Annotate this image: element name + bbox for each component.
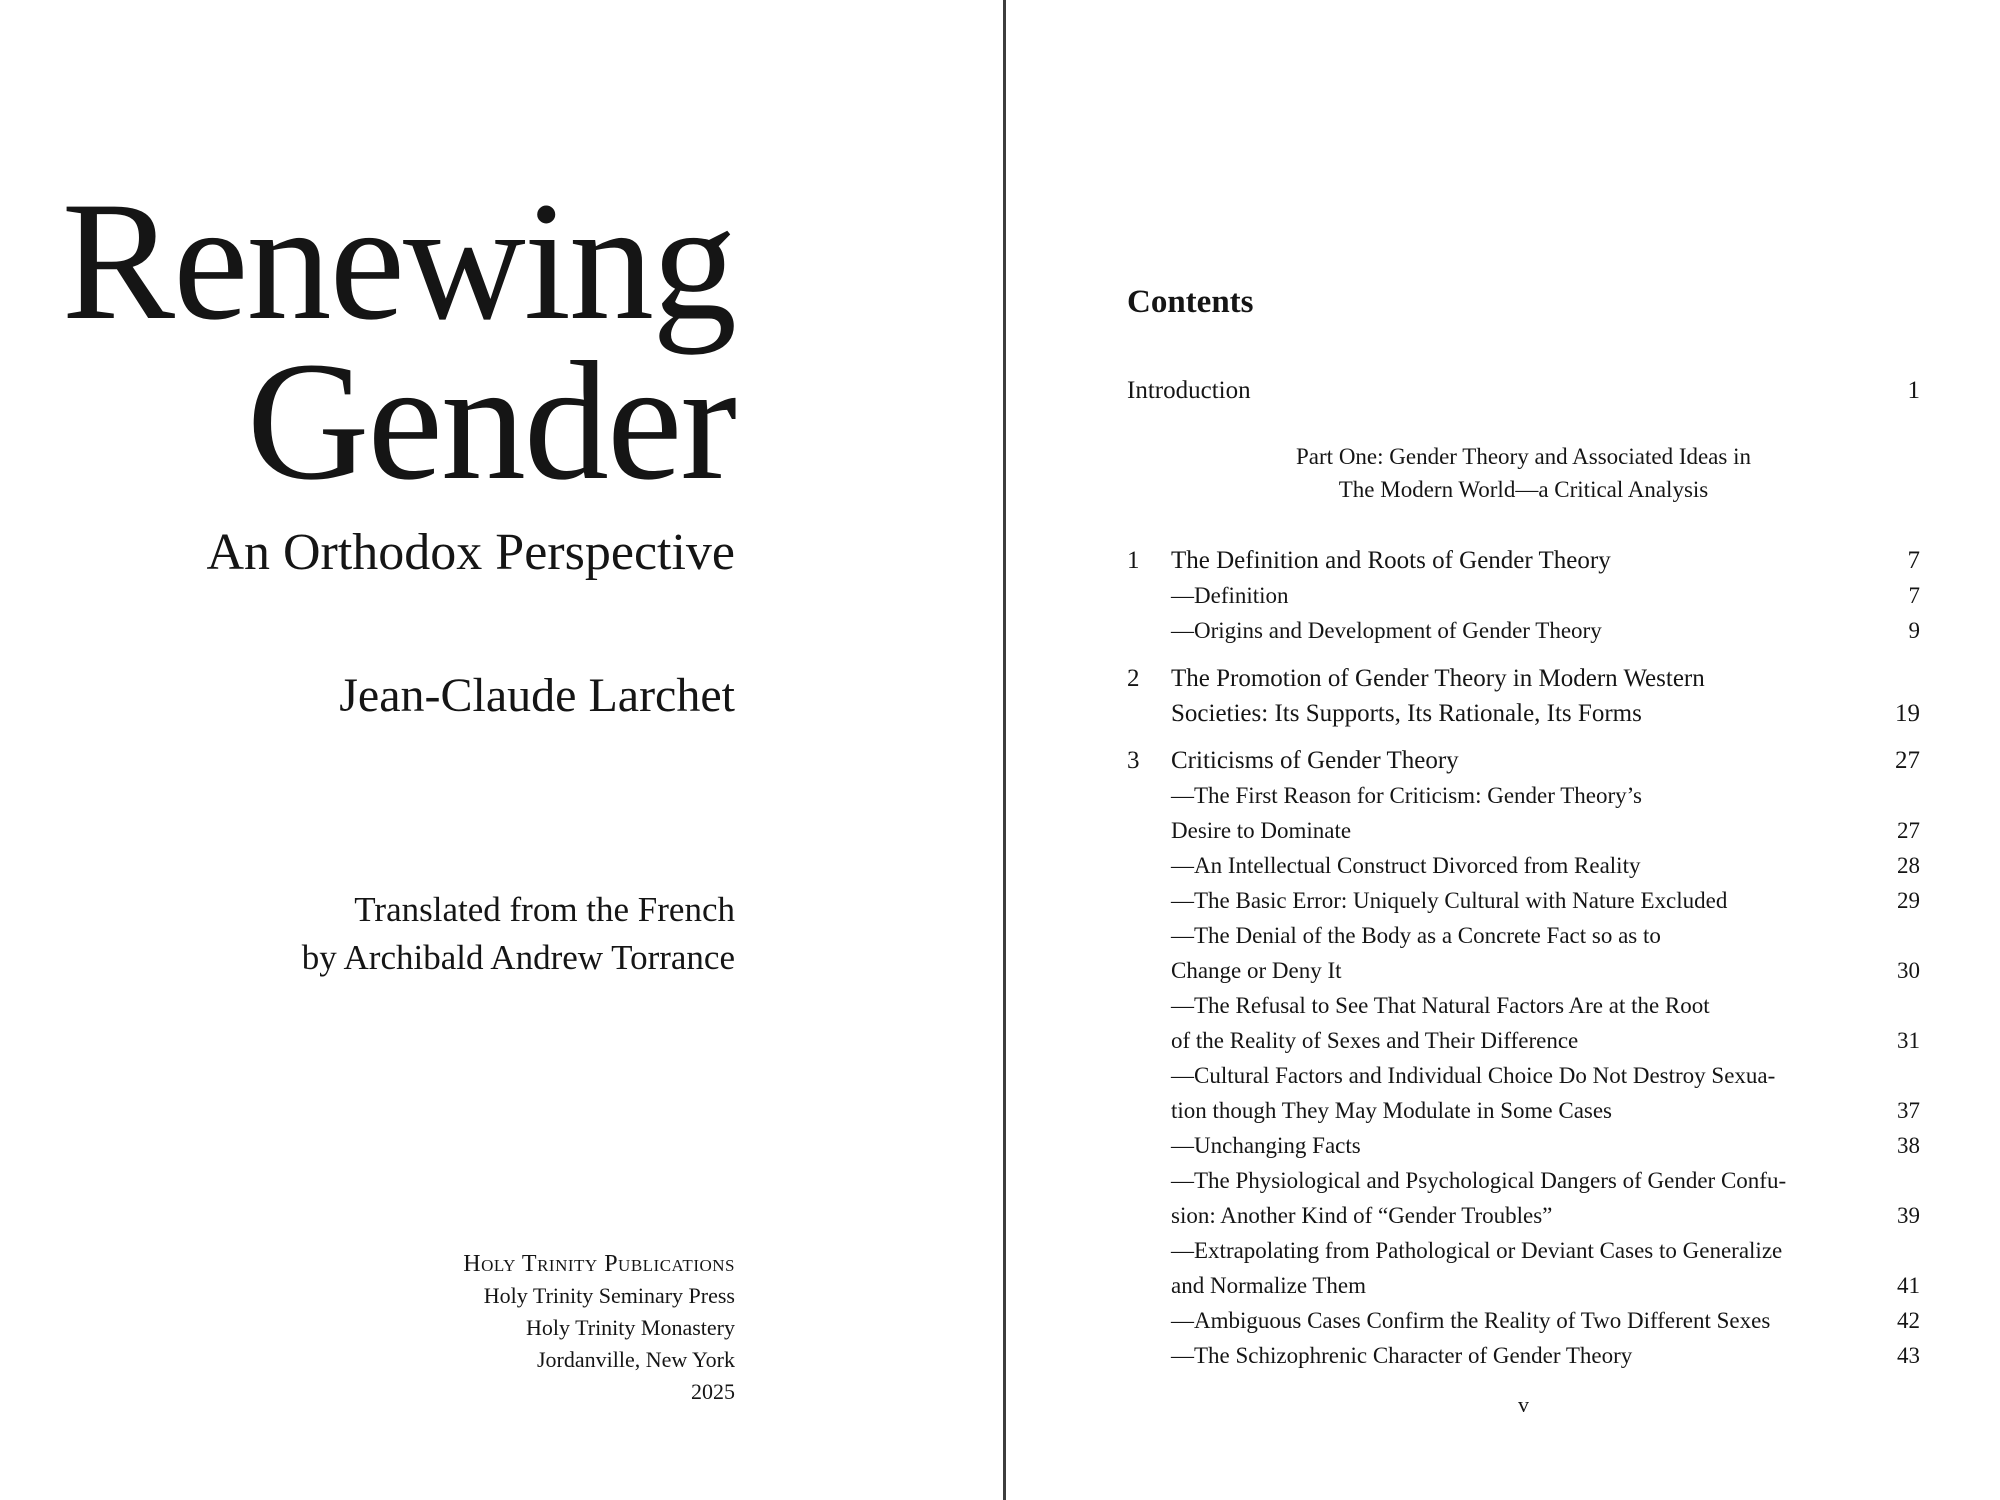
contents-page xyxy=(1006,0,2000,1500)
publisher-location: Jordanville, New York xyxy=(537,1347,735,1372)
toc-page-number: 27 xyxy=(1897,818,1920,843)
toc-page-number: 19 xyxy=(1895,700,1920,727)
section-title-line-1: —The Denial of the Body as a Concrete Fact so as to xyxy=(1171,923,1661,948)
part-heading-line-1: Part One: Gender Theory and Associated Ideas in xyxy=(1296,444,1751,469)
toc-page-number: 38 xyxy=(1897,1133,1920,1158)
book-title-line-2: Gender xyxy=(246,327,735,515)
publisher-name: Holy Trinity Publications xyxy=(463,1251,735,1277)
toc-page-number: 42 xyxy=(1897,1308,1920,1333)
section-title: —Definition xyxy=(1171,583,1289,608)
section-title-line-1: —Extrapolating from Pathological or Deviant Cases to Generalize xyxy=(1171,1238,1783,1263)
author-name: Jean-Claude Larchet xyxy=(339,669,735,722)
toc-page-number: 7 xyxy=(1907,547,1920,574)
contents-heading: Contents xyxy=(1127,284,1254,320)
section-title-line-2: of the Reality of Sexes and Their Difference xyxy=(1171,1028,1579,1053)
toc-page-number: 30 xyxy=(1897,958,1920,983)
section-title-line-1: —The First Reason for Criticism: Gender Theory’s xyxy=(1171,783,1642,808)
book-subtitle: An Orthodox Perspective xyxy=(206,524,735,581)
press-name: Holy Trinity Seminary Press xyxy=(483,1283,735,1308)
toc-page-number: 37 xyxy=(1897,1098,1920,1123)
section-title-line-2: Desire to Dominate xyxy=(1171,818,1352,843)
section-title: —Ambiguous Cases Confirm the Reality of Two Different Sexes xyxy=(1171,1308,1771,1333)
publication-year: 2025 xyxy=(691,1379,735,1404)
section-title-line-2: Change or Deny It xyxy=(1171,958,1342,983)
section-title: —The Schizophrenic Character of Gender Theory xyxy=(1171,1343,1633,1368)
part-heading-line-2: The Modern World—a Critical Analysis xyxy=(1338,477,1709,502)
toc-page-number: 1 xyxy=(1907,377,1920,404)
toc-page-number: 31 xyxy=(1897,1028,1920,1053)
section-title: —The Basic Error: Uniquely Cultural with Nature Excluded xyxy=(1171,888,1728,913)
chapter-title: The Definition and Roots of Gender Theory xyxy=(1171,547,1611,574)
toc-page-number: 43 xyxy=(1897,1343,1920,1368)
toc-page-number: 29 xyxy=(1897,888,1920,913)
chapter-number: 3 xyxy=(1127,747,1140,774)
section-title-line-1: —The Refusal to See That Natural Factors Are at the Root xyxy=(1171,993,1710,1018)
toc-entry-introduction[interactable] xyxy=(1127,374,1920,408)
page-folio: v xyxy=(1518,1392,1529,1417)
chapter-title: Criticisms of Gender Theory xyxy=(1171,747,1459,774)
toc-page-number: 27 xyxy=(1895,747,1920,774)
translation-line-2: by Archibald Andrew Torrance xyxy=(301,938,735,977)
monastery-name: Holy Trinity Monastery xyxy=(525,1315,735,1340)
section-title: —An Intellectual Construct Divorced from Reality xyxy=(1171,853,1641,878)
section-title-line-2: sion: Another Kind of “Gender Troubles” xyxy=(1171,1203,1553,1228)
section-title: —Unchanging Facts xyxy=(1171,1133,1361,1158)
toc-page-number: 7 xyxy=(1908,583,1920,608)
section-title-line-1: —The Physiological and Psychological Dangers of Gender Confu- xyxy=(1171,1168,1787,1193)
toc-page-number: 39 xyxy=(1897,1203,1920,1228)
toc-page-number: 9 xyxy=(1908,618,1920,643)
book-title-line-1: Renewing xyxy=(61,167,735,355)
publisher-block xyxy=(463,1248,735,1408)
translation-credit xyxy=(302,886,735,982)
translation-line-1: Translated from the French xyxy=(354,890,735,929)
toc-entry-label: Introduction xyxy=(1127,377,1251,404)
toc-page-number: 41 xyxy=(1897,1273,1920,1298)
section-title-line-2: tion though They May Modulate in Some Cases xyxy=(1171,1098,1613,1123)
part-one-heading xyxy=(1127,440,1920,506)
section-title-line-1: —Cultural Factors and Individual Choice Do Not Destroy Sexua- xyxy=(1171,1063,1776,1088)
section-title: —Origins and Development of Gender Theory xyxy=(1171,618,1602,643)
chapter-title-line-2: Societies: Its Supports, Its Rationale, Its Forms xyxy=(1171,700,1642,727)
toc-page-number: 28 xyxy=(1897,853,1920,878)
section-title-line-2: and Normalize Them xyxy=(1171,1273,1367,1298)
chapter-title-line-1: The Promotion of Gender Theory in Modern Western xyxy=(1171,665,1705,692)
chapter-number: 2 xyxy=(1127,665,1140,692)
chapter-number: 1 xyxy=(1127,547,1140,574)
